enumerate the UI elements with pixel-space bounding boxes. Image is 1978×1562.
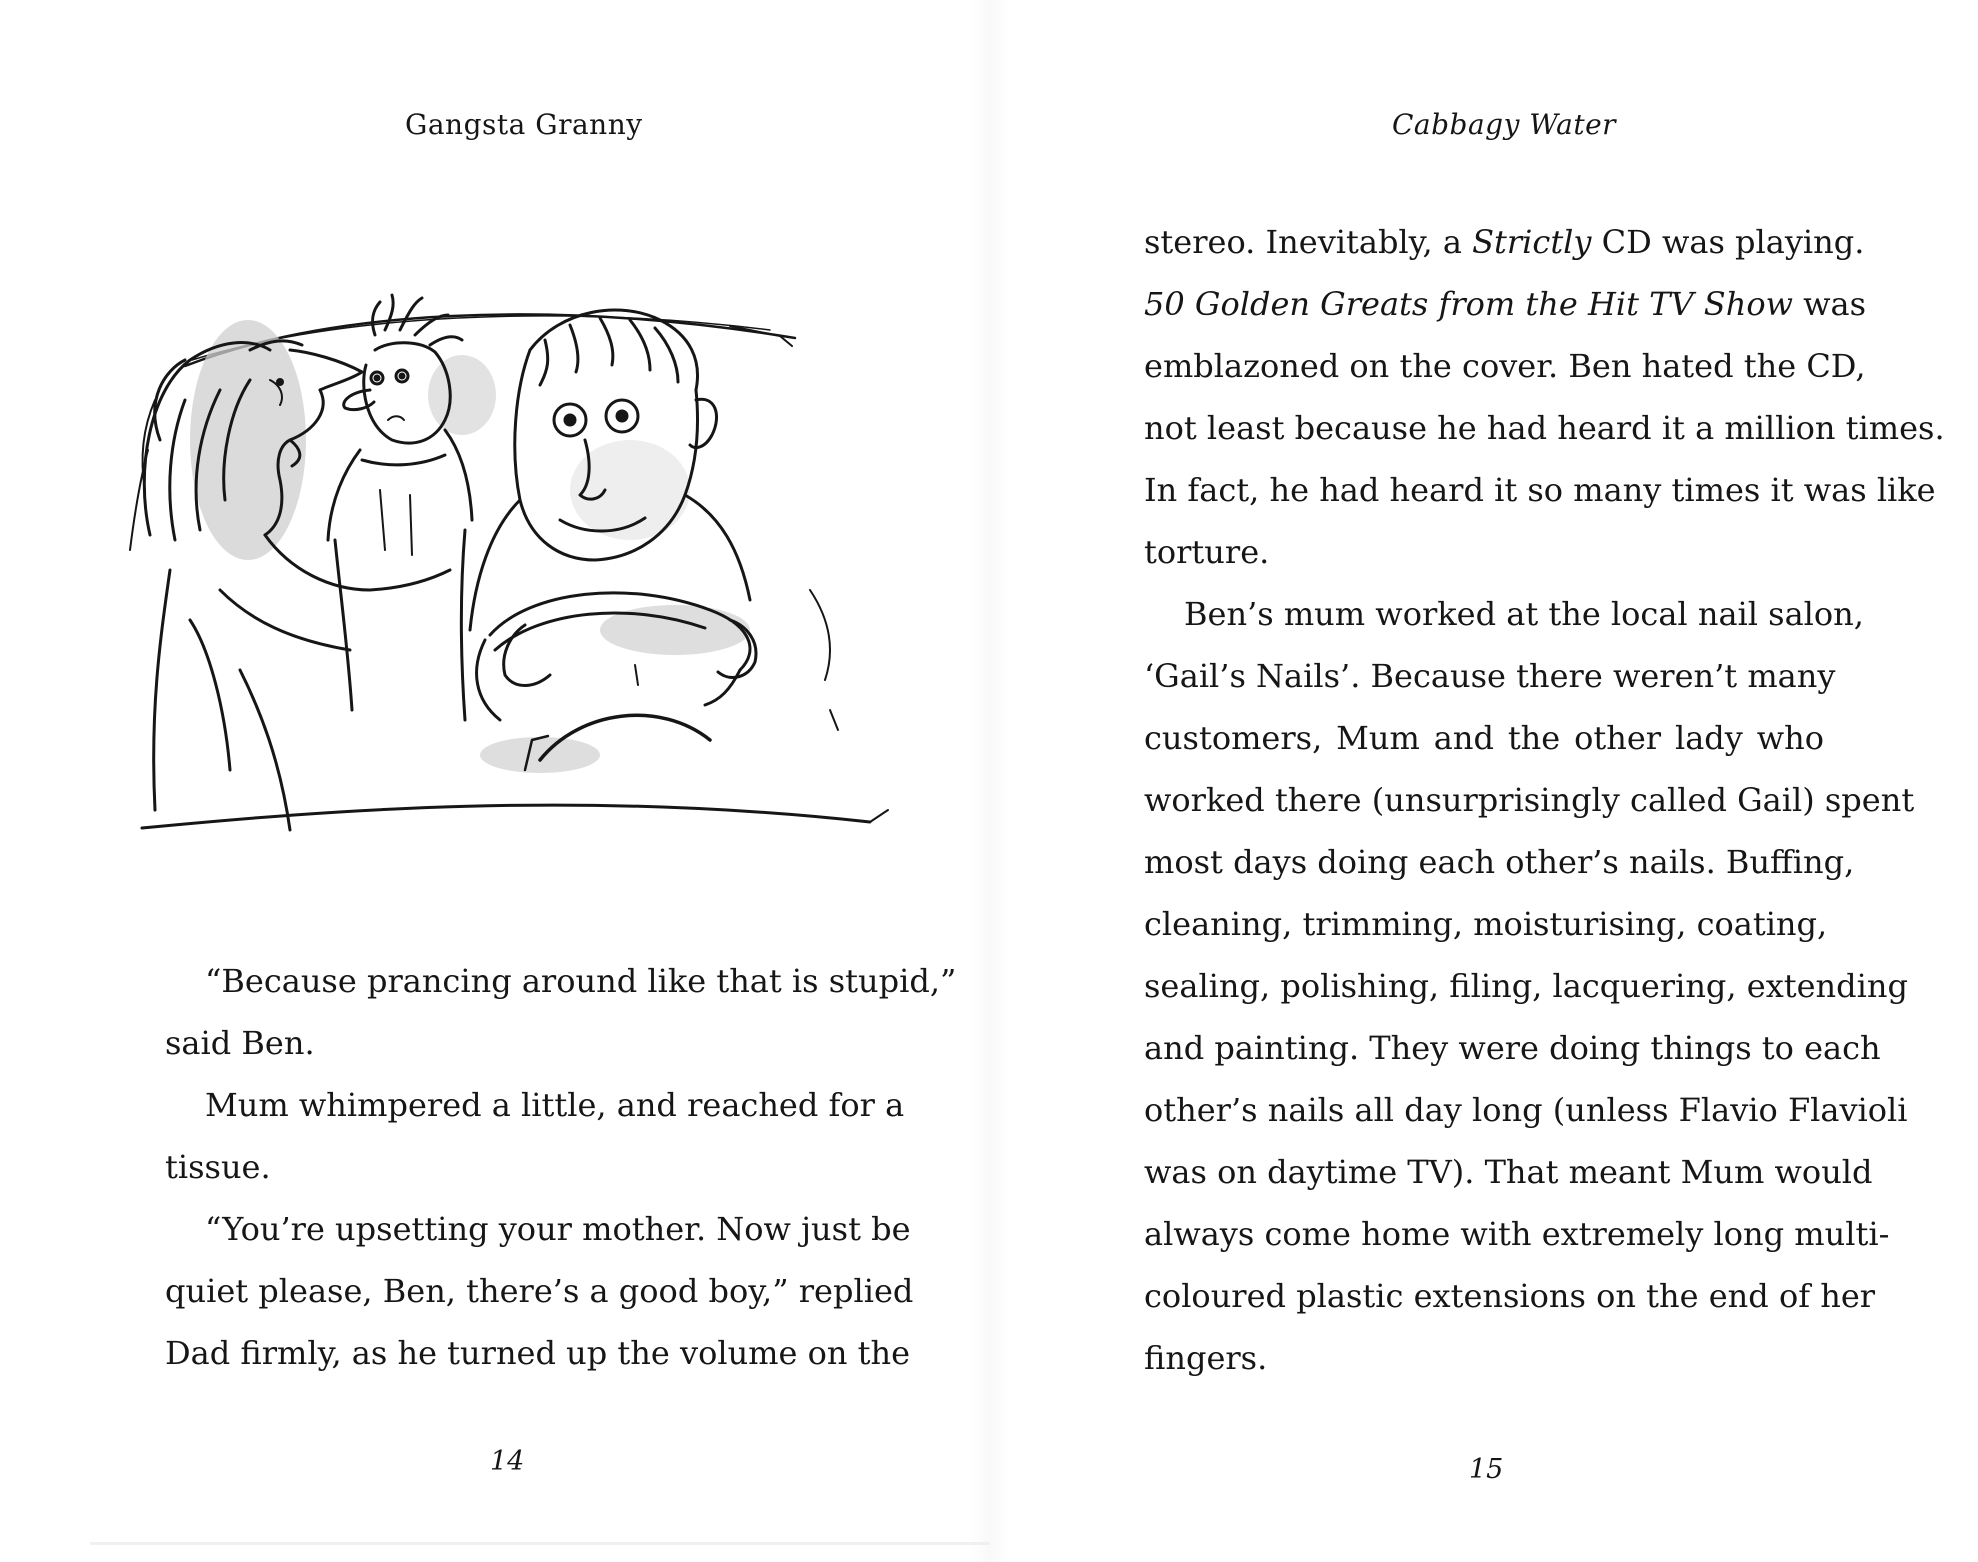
text-line: and painting. They were doing things to each	[1144, 1029, 1881, 1067]
text-line: emblazoned on the cover. Ben hated the CD,	[1144, 347, 1866, 385]
text-line: said Ben.	[165, 1024, 315, 1062]
text-line: Ben’s mum worked at the local nail salon,	[1184, 595, 1864, 633]
text-line: quiet please, Ben, there’s a good boy,” replied	[165, 1272, 914, 1310]
text-line: not least because he had heard it a million times.	[1144, 409, 1945, 447]
text-line: customers, Mum and the other lady who	[1144, 719, 1824, 757]
text-line: coloured plastic extensions on the end of her	[1144, 1277, 1876, 1315]
text-line: always come home with extremely long multi-	[1144, 1215, 1890, 1253]
text-line: tissue.	[165, 1148, 271, 1186]
page-number-right: 15	[1469, 1454, 1504, 1485]
text-line: Mum whimpered a little, and reached for a	[205, 1086, 905, 1124]
text-line: most days doing each other’s nails. Buffing,	[1144, 843, 1855, 881]
running-head-right: Cabbagy Water	[1392, 108, 1617, 141]
page-edge	[90, 1542, 990, 1545]
text-line: was on daytime TV). That meant Mum would	[1144, 1153, 1873, 1191]
text-line: ‘Gail’s Nails’. Because there weren’t many	[1144, 657, 1836, 695]
text-line: Dad firmly, as he turned up the volume on the	[165, 1334, 911, 1372]
text-line: “Because prancing around like that is stupid,”	[205, 962, 957, 1000]
text-line: fingers.	[1144, 1339, 1268, 1377]
text-line: stereo. Inevitably, a Strictly CD was playing.	[1144, 223, 1865, 261]
text-line: 50 Golden Greats from the Hit TV Show was	[1144, 285, 1867, 323]
running-head-left: Gangsta Granny	[405, 108, 643, 141]
book-gutter	[970, 0, 1010, 1562]
text-line: cleaning, trimming, moisturising, coating,	[1144, 905, 1828, 943]
left-body-text	[165, 950, 957, 1384]
right-body-text	[1144, 211, 1945, 1389]
text-line: torture.	[1144, 533, 1270, 571]
text-line: sealing, polishing, filing, lacquering, extending	[1144, 967, 1908, 1005]
right-page	[989, 0, 1978, 1562]
family-car-illustration	[130, 290, 890, 870]
text-line: other’s nails all day long (unless Flavio Flavioli	[1144, 1091, 1908, 1129]
page-number-left: 14	[490, 1446, 525, 1477]
text-line: In fact, he had heard it so many times it was like	[1144, 471, 1936, 509]
text-line: “You’re upsetting your mother. Now just be	[205, 1210, 911, 1248]
text-line: worked there (unsurprisingly called Gail) spent	[1144, 781, 1915, 819]
